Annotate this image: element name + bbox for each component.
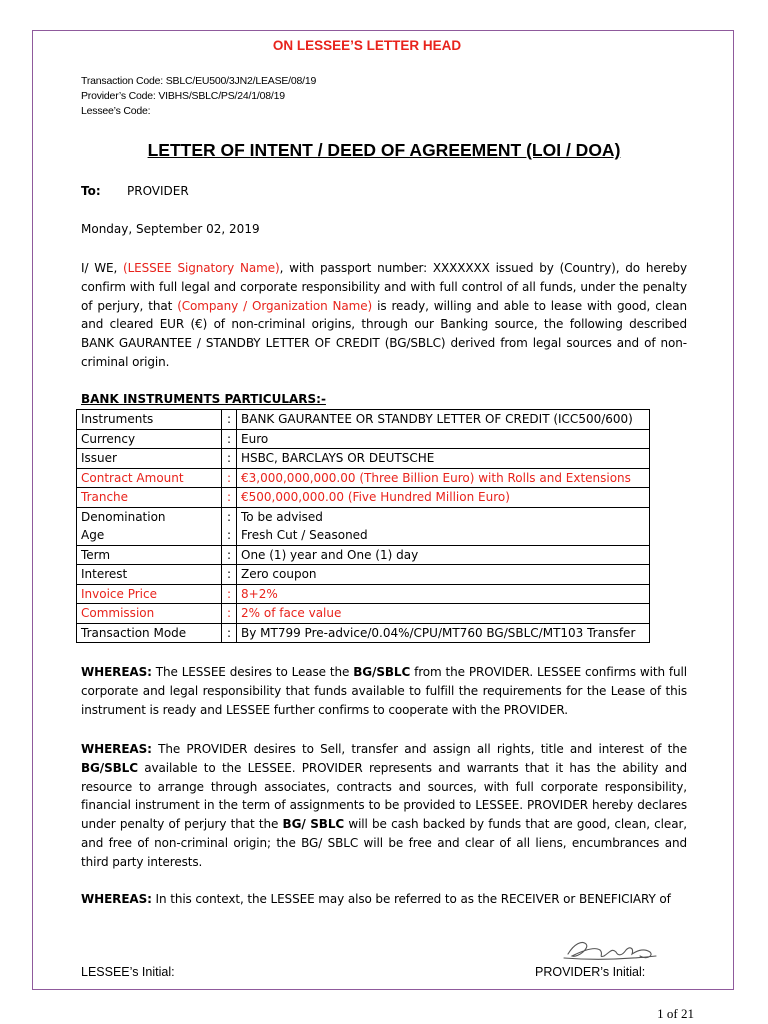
particular-value: 8+2% xyxy=(237,584,650,604)
to-value: PROVIDER xyxy=(127,184,189,198)
whereas1-text-1: The LESSEE desires to Lease the xyxy=(151,665,354,679)
particular-label: Age xyxy=(77,526,222,545)
table-row xyxy=(77,429,650,449)
particular-separator: : xyxy=(222,449,237,469)
particular-label: Invoice Price xyxy=(77,584,222,604)
particulars-heading: BANK INSTRUMENTS PARTICULARS:- xyxy=(81,392,326,406)
particular-separator: : xyxy=(222,429,237,449)
particular-value: One (1) year and One (1) day xyxy=(237,545,650,565)
particular-separator: : xyxy=(222,507,237,526)
signatory-placeholder: (LESSEE Signatory Name) xyxy=(123,261,280,275)
to-label: To: xyxy=(81,184,101,198)
particular-value: Euro xyxy=(237,429,650,449)
particular-label: Tranche xyxy=(77,488,222,508)
particular-label: Transaction Mode xyxy=(77,623,222,643)
table-row xyxy=(77,526,650,545)
particular-value: Zero coupon xyxy=(237,565,650,585)
table-row xyxy=(77,488,650,508)
whereas-paragraph-3 xyxy=(81,890,687,909)
letterhead-notice: ON LESSEE’S LETTER HEAD xyxy=(272,38,462,53)
provider-signature xyxy=(560,930,660,966)
table-row xyxy=(77,584,650,604)
reference-codes xyxy=(81,74,316,119)
whereas2-text-2: available to the LESSEE. PROVIDER represents and warrants that it has the ability and resource to arrange through associates, contracts and sources, with full corporate responsibility, financial instrument in the term of assignments to be provided to LESSEE. PROVIDER hereby declares under penalty of perjury that the xyxy=(81,760,687,832)
document-title: LETTER OF INTENT / DEED OF AGREEMENT (LOI / DOA) xyxy=(147,140,621,160)
particular-separator: : xyxy=(222,623,237,643)
particular-label: Denomination xyxy=(77,507,222,526)
provider-initial-label: PROVIDER’s Initial: xyxy=(535,965,646,979)
recipient-line xyxy=(81,184,189,198)
particular-value: Fresh Cut / Seasoned xyxy=(237,526,650,545)
company-placeholder: (Company / Organization Name) xyxy=(177,298,373,313)
whereas-label: WHEREAS: xyxy=(81,665,152,679)
whereas2-text-1: The PROVIDER desires to Sell, transfer and assign all rights, title and interest of the xyxy=(151,742,687,756)
particular-label: Currency xyxy=(77,429,222,449)
particular-separator: : xyxy=(222,604,237,624)
whereas1-text-2: from the PROVIDER. LESSEE confirms with full corporate and legal responsibility that funds available to fulfill the requirements for the Lease of this instrument is ready and LESSEE further confirms to cooperate with the PROVIDER. xyxy=(81,665,687,717)
particular-value: To be advised xyxy=(237,507,650,526)
intro-text-1: I/ WE, xyxy=(81,261,123,275)
whereas2-bold-1: BG/SBLC xyxy=(81,760,138,775)
whereas1-bold-1: BG/SBLC xyxy=(353,665,411,679)
particular-value: BANK GAURANTEE OR STANDBY LETTER OF CREDIT (ICC500/600) xyxy=(237,410,650,430)
provider-code: Provider’s Code: VIBHS/SBLC/PS/24/1/08/19 xyxy=(81,90,285,102)
particular-value: €3,000,000,000.00 (Three Billion Euro) with Rolls and Extensions xyxy=(237,468,650,488)
particular-separator: : xyxy=(222,584,237,604)
lessee-initial-label: LESSEE’s Initial: xyxy=(81,965,175,979)
page-number: 1 of 21 xyxy=(657,1006,694,1021)
particular-label: Issuer xyxy=(77,449,222,469)
particular-separator: : xyxy=(222,526,237,545)
whereas-label: WHEREAS: xyxy=(81,742,152,756)
whereas2-text-3: will be cash backed by funds that are good, clean, clear, and free of non-criminal origin; the BG/ SBLC will be free and clear of all liens, encumbrances and third party interests. xyxy=(81,817,687,869)
particular-label: Commission xyxy=(77,604,222,624)
particular-separator: : xyxy=(222,468,237,488)
table-row xyxy=(77,468,650,488)
particular-separator: : xyxy=(222,410,237,430)
table-row xyxy=(77,449,650,469)
particular-value: HSBC, BARCLAYS OR DEUTSCHE xyxy=(237,449,650,469)
table-row xyxy=(77,623,650,643)
particular-separator: : xyxy=(222,565,237,585)
particular-label: Instruments xyxy=(77,410,222,430)
particular-value: 2% of face value xyxy=(237,604,650,624)
table-row xyxy=(77,604,650,624)
particular-value: €500,000,000.00 (Five Hundred Million Euro) xyxy=(237,488,650,508)
table-row xyxy=(77,410,650,430)
intro-text-3: is ready, willing and able to lease with good, clean and cleared EUR (€) of non-criminal origins, through our Banking source, the following described BANK GAURANTEE / STANDBY LETTER OF CREDIT (BG/SBLC) derived from legal sources and of non-criminal origin. xyxy=(81,298,687,369)
whereas-paragraph-1 xyxy=(81,663,687,719)
whereas-label: WHEREAS: xyxy=(81,892,152,906)
whereas-paragraph-2 xyxy=(81,740,687,872)
transaction-code: Transaction Code: SBLC/EU500/3JN2/LEASE/08/19 xyxy=(81,75,317,87)
whereas2-bold-2: BG/ SBLC xyxy=(282,817,345,832)
particular-value: By MT799 Pre-advice/0.04%/CPU/MT760 BG/SBLC/MT103 Transfer xyxy=(237,623,650,643)
letter-date: Monday, September 02, 2019 xyxy=(81,222,260,236)
intro-text-2: , with passport number: XXXXXXX issued by (Country), do hereby confirm with full legal and corporate responsibility and with full control of all funds, under the penalty of perjury, that xyxy=(81,261,687,313)
particular-label: Contract Amount xyxy=(77,468,222,488)
particular-label: Term xyxy=(77,545,222,565)
particulars-table xyxy=(76,409,650,643)
table-row xyxy=(77,545,650,565)
table-row xyxy=(77,507,650,526)
particular-label: Interest xyxy=(77,565,222,585)
particular-separator: : xyxy=(222,488,237,508)
particular-separator: : xyxy=(222,545,237,565)
lessee-code: Lessee’s Code: xyxy=(81,105,151,117)
intro-paragraph xyxy=(81,259,687,372)
whereas3-text-1: In this context, the LESSEE may also be referred to as the RECEIVER or BENEFICIARY of xyxy=(151,892,671,906)
table-row xyxy=(77,565,650,585)
